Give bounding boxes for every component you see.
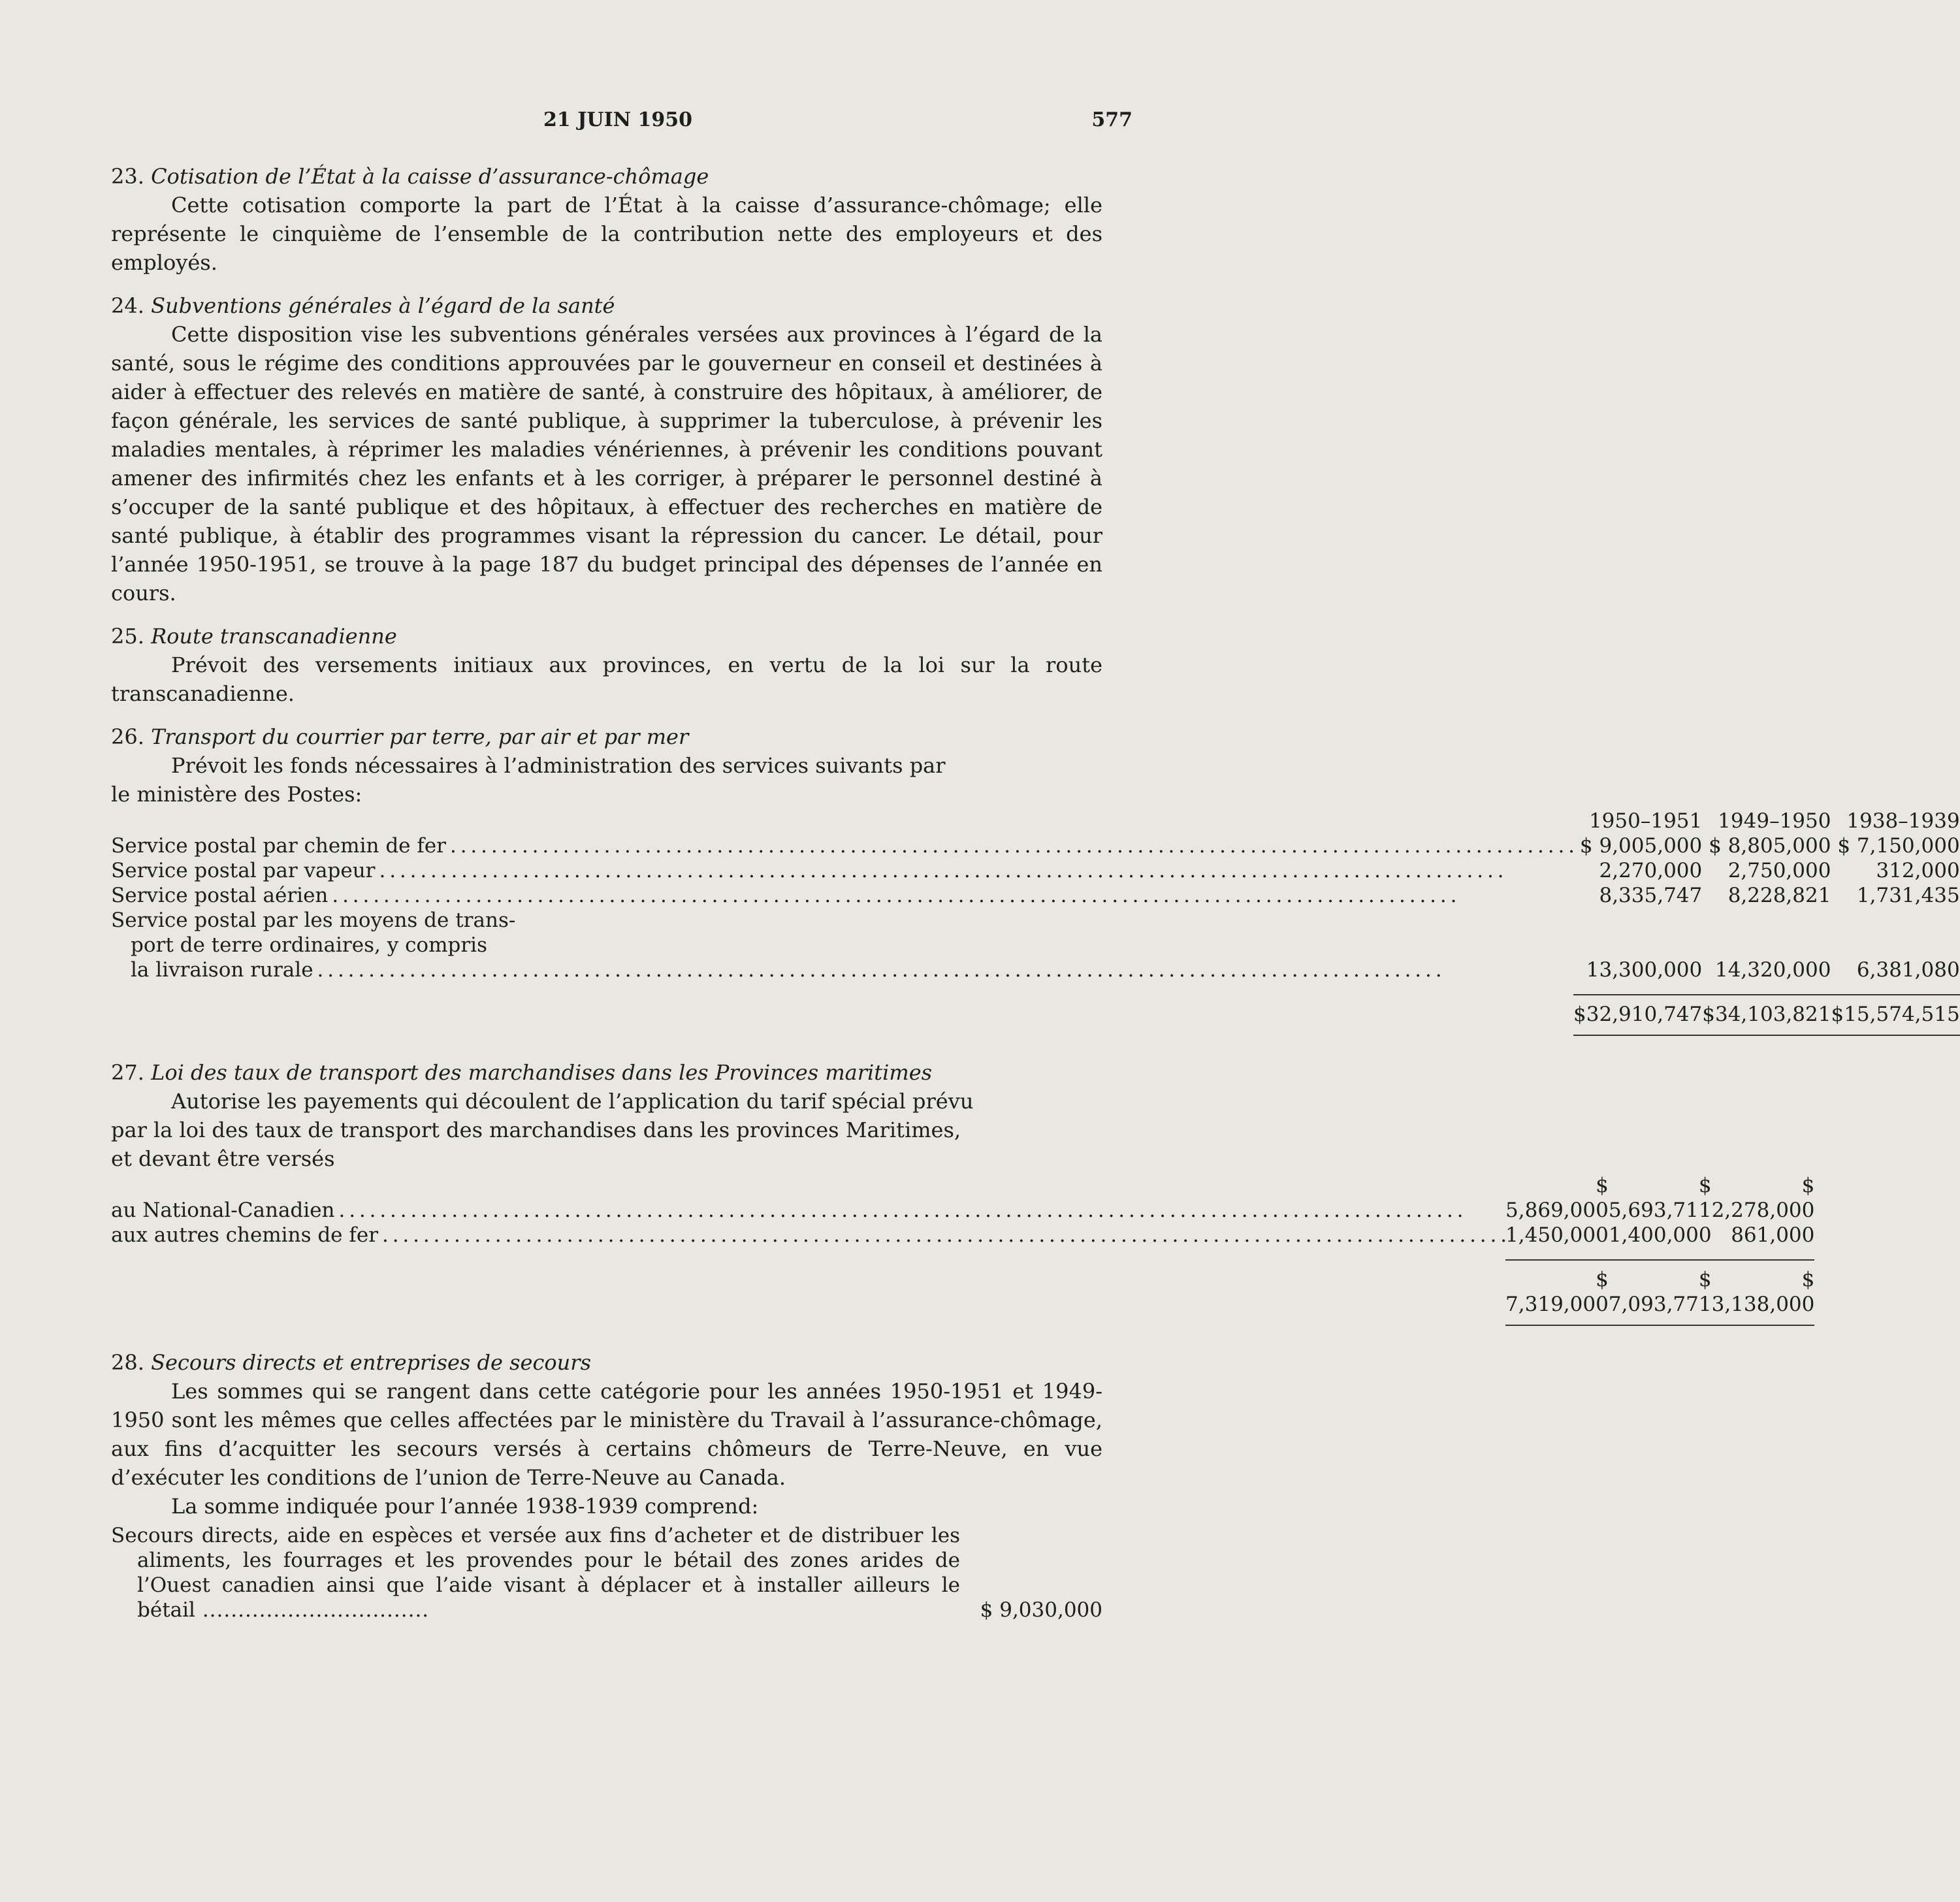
- table-row: [111, 883, 1960, 908]
- row-label: Service postal aérien: [111, 884, 329, 907]
- row-value: 13,300,000: [1586, 958, 1703, 982]
- table-row: [111, 858, 1960, 883]
- leader-dots: [379, 858, 1573, 883]
- relief-item: [111, 1523, 1102, 1622]
- row-value: 2,750,000: [1727, 859, 1831, 882]
- table-row: [111, 1223, 1814, 1248]
- row-value: 14,320,000: [1714, 958, 1831, 982]
- row-label: Service postal par vapeur: [111, 859, 376, 882]
- section-title: Cotisation de l’État à la caisse d’assurance-chômage: [151, 164, 709, 189]
- section-24: [111, 291, 1102, 607]
- leader-dots: [339, 1198, 1506, 1223]
- section-28-heading: [111, 1348, 1102, 1377]
- section-23-heading: [111, 162, 1102, 191]
- row-value: $ 5,693,711: [1608, 1174, 1712, 1222]
- totals-row: [111, 995, 1960, 1035]
- row-label-line: Service postal par les moyens de trans-: [111, 909, 516, 932]
- section-25-heading: [111, 622, 1102, 651]
- table-header-row: [111, 809, 1960, 833]
- section-title: Subventions générales à l’égard de la santé: [151, 293, 615, 318]
- table-row: [111, 1173, 1814, 1223]
- section-number: 28.: [111, 1350, 144, 1375]
- row-label: Service postal par chemin de fer: [111, 834, 446, 858]
- page-number: 577: [1091, 108, 1133, 131]
- total-value: $15,574,515: [1831, 995, 1959, 1035]
- section-27-intro-line1: Autorise les payements qui découlent de l’application du tarif spécial prévu: [171, 1089, 974, 1114]
- section-24-heading: [111, 291, 1102, 320]
- page-header: [0, 108, 1236, 141]
- page-content: [111, 162, 1960, 1622]
- row-value: $ 8,805,000: [1709, 834, 1831, 858]
- row-label: aux autres chemins de fer: [111, 1223, 379, 1247]
- relief-amount: $ 9,030,000: [980, 1598, 1102, 1622]
- row-value: 861,000: [1731, 1223, 1815, 1247]
- row-value: $ 5,869,000: [1505, 1174, 1609, 1222]
- section-25-text: Prévoit des versements initiaux aux provinces, en vertu de la loi sur la route transcanadienne.: [111, 653, 1102, 706]
- row-value: 1,450,000: [1505, 1223, 1609, 1247]
- section-number: 23.: [111, 164, 144, 189]
- row-value: 1,400,000: [1608, 1223, 1712, 1247]
- table-row: [111, 833, 1960, 858]
- year-column-header: 1950–1951: [1588, 809, 1703, 833]
- row-value: 8,228,821: [1727, 884, 1831, 907]
- section-26: [111, 722, 1960, 1036]
- section-number: 24.: [111, 293, 144, 318]
- section-26-intro-line1: Prévoit les fonds nécessaires à l’administration des services suivants par: [171, 753, 946, 778]
- section-26-heading: [111, 722, 1102, 751]
- section-28-text: Les sommes qui se rangent dans cette catégorie pour les années 1950-1951 et 1949-1950 sont les mêmes que celles affectées par le ministère du Travail à l’assurance-chômage, aux fins d’acquitter les secours versés à certains chômeurs de Terre-Neuve, en vue d’exécuter les conditions de l’union de Terre-Neuve au Canada.: [111, 1379, 1102, 1490]
- section-number: 26.: [111, 724, 144, 749]
- section-title: Transport du courrier par terre, par air et par mer: [151, 724, 689, 749]
- total-value: $ 7,319,000: [1505, 1260, 1609, 1325]
- row-value: 6,381,080: [1856, 958, 1960, 982]
- totals-row: [111, 1260, 1814, 1325]
- row-label-line: la livraison rurale: [131, 958, 313, 982]
- section-27-heading: [111, 1058, 1102, 1087]
- section-number: 25.: [111, 624, 144, 649]
- total-value: $ 3,138,000: [1712, 1260, 1815, 1325]
- header-date: 21 JUIN 1950: [543, 108, 692, 131]
- leader-dots: [332, 883, 1573, 908]
- section-25: [111, 622, 1102, 708]
- section-23: [111, 162, 1102, 277]
- row-value: $ 9,005,000: [1579, 834, 1703, 858]
- section-27: [111, 1058, 1815, 1326]
- section-27-intro-line2: par la loi des taux de transport des marchandises dans les provinces Maritimes,: [111, 1118, 961, 1142]
- row-label: au National-Canadien: [111, 1199, 335, 1222]
- freight-rates-table: [111, 1173, 1814, 1326]
- section-24-text: Cette disposition vise les subventions générales versées aux provinces à l’égard de la santé, sous le régime des conditions approuvées par le gouverneur en conseil et destinées à aider à effectuer des relevés en matière de santé, à construire des hôpitaux, à améliorer, de façon générale, les services de santé publique, à supprimer la tuberculose, à prévenir les maladies mentales, à réprimer les maladies vénériennes, à prévenir les conditions pouvant amener des infirmités chez les enfants et à les corriger, à préparer le personnel destiné à s’occuper de la santé publique et des hôpitaux, à effectuer des recherches en matière de santé publique, à établir des programmes visant la répression du cancer. Le détail, pour l’année 1950-1951, se trouve à la page 187 du budget principal des dépenses de l’année en cours.: [111, 322, 1102, 605]
- leader-dots: [195, 1598, 429, 1622]
- total-value: $ 7,093,771: [1609, 1260, 1712, 1325]
- year-column-header: 1938–1939: [1846, 809, 1960, 833]
- row-value: 2,270,000: [1599, 859, 1703, 882]
- row-value: $ 7,150,000: [1837, 834, 1960, 858]
- relief-text: Secours directs, aide en espèces et versée aux fins d’acheter et de distribuer les aliments, les fourrages et les provendes pour le bétail des zones arides de l’Ouest canadien ainsi que l’aide visant à déplacer et à installer ailleurs le bétail: [111, 1524, 960, 1622]
- row-value: 8,335,747: [1599, 884, 1703, 907]
- section-27-intro-line3: et devant être versés: [111, 1146, 335, 1171]
- row-value: 1,731,435: [1856, 884, 1960, 907]
- section-26-intro-line2: le ministère des Postes:: [111, 782, 362, 807]
- section-number: 27.: [111, 1060, 144, 1085]
- section-23-text: Cette cotisation comporte la part de l’État à la caisse d’assurance-chômage; elle représente le cinquième de l’ensemble de la contribution nette des employeurs et des employés.: [111, 193, 1102, 275]
- row-label-line: port de terre ordinaires, y compris: [131, 933, 487, 957]
- mail-services-table: [111, 809, 1960, 1036]
- section-28: [111, 1348, 1102, 1622]
- total-value: $34,103,821: [1702, 995, 1831, 1035]
- section-28-text2: La somme indiquée pour l’année 1938-1939 comprend:: [171, 1494, 759, 1519]
- section-title: Loi des taux de transport des marchandises dans les Provinces maritimes: [151, 1060, 933, 1085]
- section-title: Route transcanadienne: [151, 624, 397, 649]
- leader-dots: [317, 958, 1573, 982]
- year-column-header: 1949–1950: [1718, 809, 1831, 833]
- leader-dots: [382, 1223, 1505, 1248]
- relief-description: [111, 1523, 960, 1622]
- section-title: Secours directs et entreprises de secours: [151, 1350, 591, 1375]
- leader-dots: [450, 833, 1573, 858]
- row-value: 312,000: [1876, 859, 1960, 882]
- table-row: [111, 908, 1960, 982]
- total-value: $32,910,747: [1573, 995, 1702, 1035]
- row-value: $ 2,278,000: [1711, 1174, 1815, 1222]
